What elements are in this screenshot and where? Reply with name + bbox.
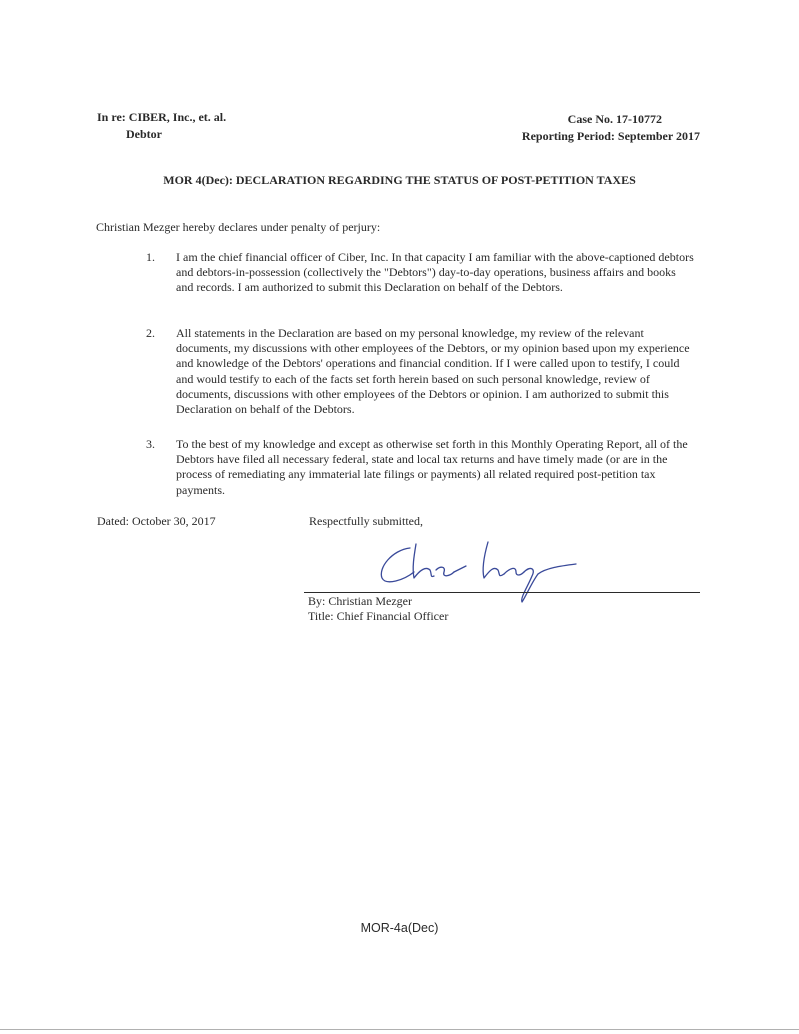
case-number: Case No. 17-10772 (567, 112, 662, 126)
respectfully-submitted: Respectfully submitted, (309, 514, 423, 528)
item-number: 3. (146, 437, 155, 451)
item-text: To the best of my knowledge and except as otherwise set forth in this Monthly Operating Report, all of the Debtors have filed all necessary federal, state and local tax returns and have timely made (or are in the process of remediating any immaterial late filings or payments) all related required post-petition tax payments. (176, 437, 688, 497)
document-title: MOR 4(Dec): DECLARATION REGARDING THE STATUS OF POST-PETITION TAXES (163, 173, 636, 187)
reporting-period: Reporting Period: September 2017 (521, 129, 700, 143)
debtor-label: Debtor (126, 127, 162, 141)
page-bottom-border (0, 1029, 799, 1030)
signature-line (304, 592, 700, 593)
signer-title: Title: Chief Financial Officer (308, 609, 449, 623)
in-re-caption: In re: CIBER, Inc., et. al. (97, 110, 227, 124)
dated-line: Dated: October 30, 2017 (97, 514, 216, 528)
item-text: All statements in the Declaration are based on my personal knowledge, my review of the relevant documents, my discussions with other employees of the Debtors, or my opinion based upon my experience and knowledge of the Debtors' operations and financial condition. If I were called upon to testify, I could and would testify to each of the facts set forth herein based on such personal knowledge, review of documents, discussions with other employees of the Debtors or opinion. I am authorized to submit this Declaration on behalf of the Debtors. (176, 326, 690, 417)
item-number: 1. (146, 250, 155, 264)
item-text: I am the chief financial officer of Ciber, Inc. In that capacity I am familiar with the above-captioned debtors and debtors-in-possession (collectively the "Debtors") day-to-day operations, business affairs and books and records. I am authorized to submit this Declaration on behalf of the Debtors. (176, 250, 694, 295)
declaration-intro: Christian Mezger hereby declares under penalty of perjury: (96, 220, 381, 234)
signer-name: By: Christian Mezger (308, 594, 412, 608)
page-footer: MOR-4a(Dec) (360, 921, 439, 935)
item-number: 2. (146, 326, 155, 340)
